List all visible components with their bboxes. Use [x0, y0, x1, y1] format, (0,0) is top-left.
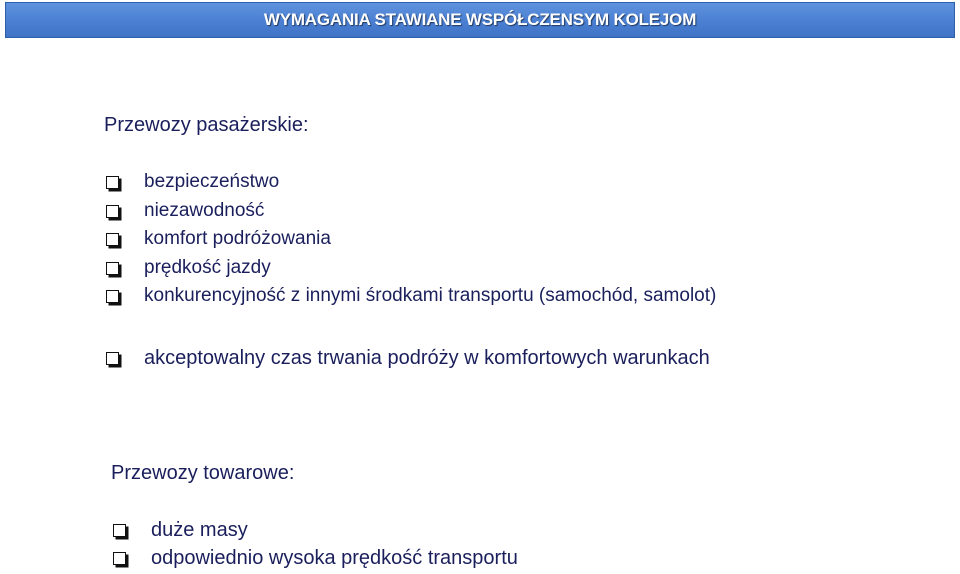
- list-item: [106, 285, 716, 307]
- list-item-text: bezpieczeństwo: [144, 171, 280, 192]
- checkbox-bullet-icon: [106, 262, 119, 275]
- passenger-heading: Przewozy pasażerskie:: [104, 114, 309, 136]
- list-item-text: prędkość jazdy: [144, 257, 271, 278]
- list-item: [106, 200, 264, 222]
- list-item: [106, 347, 710, 370]
- checkbox-bullet-icon: [106, 233, 119, 246]
- list-item: [113, 519, 248, 542]
- list-item-text: niezawodność: [144, 200, 265, 221]
- list-item: [106, 257, 271, 279]
- list-item-text: duże masy: [151, 519, 248, 541]
- checkbox-bullet-icon: [106, 176, 119, 189]
- checkbox-bullet-icon: [113, 524, 126, 537]
- title-bar: [5, 2, 955, 38]
- checkbox-bullet-icon: [106, 290, 119, 303]
- list-item-text: komfort podróżowania: [144, 228, 331, 249]
- checkbox-bullet-icon: [113, 552, 126, 565]
- freight-heading: Przewozy towarowe:: [111, 462, 295, 484]
- list-item: [113, 547, 518, 570]
- list-item-text: konkurencyjność z innymi środkami transportu (samochód, samolot): [144, 285, 717, 306]
- list-item: [106, 171, 279, 193]
- list-item-text: akceptowalny czas trwania podróży w komfortowych warunkach: [144, 347, 710, 369]
- checkbox-bullet-icon: [106, 352, 119, 365]
- checkbox-bullet-icon: [106, 205, 119, 218]
- list-item-text: odpowiednio wysoka prędkość transportu: [151, 547, 518, 569]
- page-title: WYMAGANIA STAWIANE WSPÓŁCZENSYM KOLEJOM: [263, 10, 697, 29]
- list-item: [106, 228, 331, 250]
